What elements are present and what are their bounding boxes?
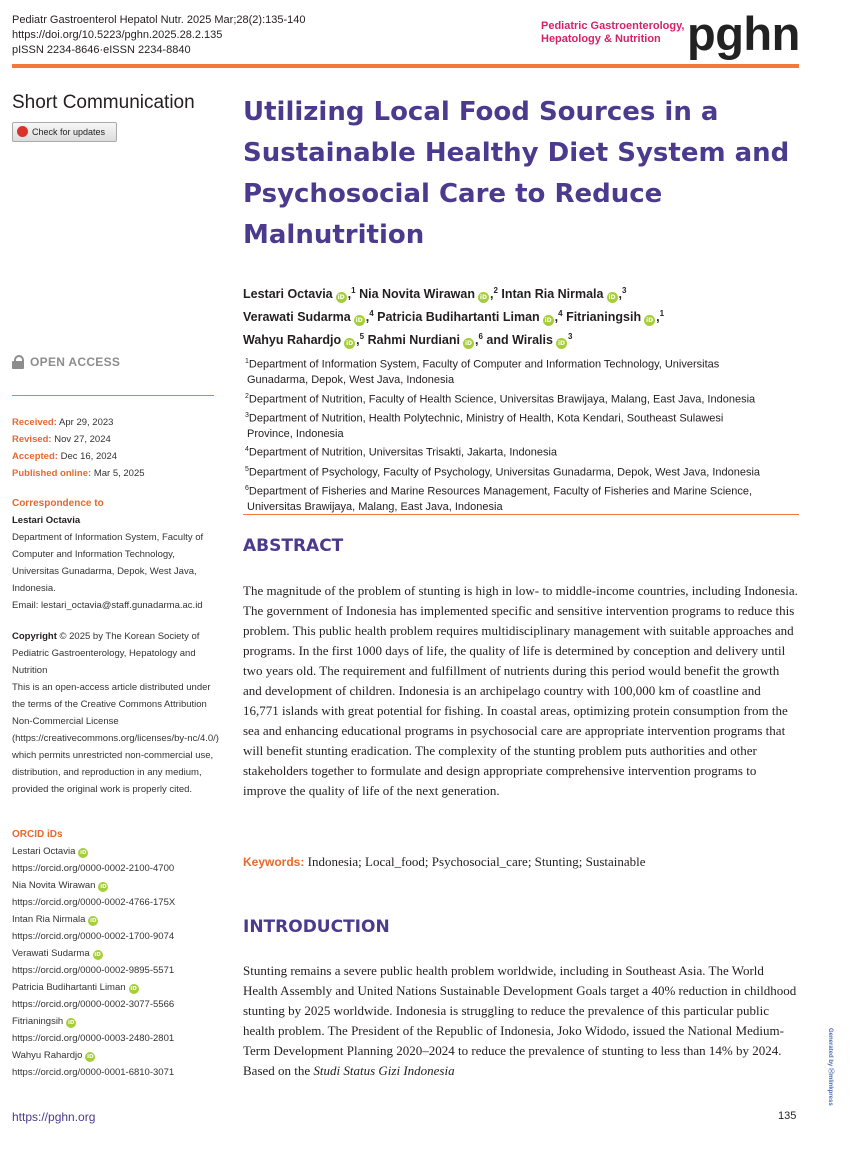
date-received xyxy=(12,414,227,431)
affiliation-item xyxy=(243,408,803,427)
article-title: Utilizing Local Food Sources in a Sustainable Healthy Diet System and Psychosocial Care to Reduce Malnutrition xyxy=(243,97,790,250)
license-statement: This is an open-access article distributed under the terms of the Creative Commons Attribution Non-Commercial License (https://creativecommons.org/licenses/by-nc/4.0/) which permits unrestricted non-commercial use, distribution, and reproduction in any medium, provided the original work is properly cited. xyxy=(12,682,219,795)
journal-url-link[interactable]: https://pghn.org xyxy=(12,1110,96,1124)
author-name: Verawati Sudarma xyxy=(243,310,351,325)
orcid-author-name xyxy=(12,1013,227,1030)
journal-logo: pghn xyxy=(687,7,800,60)
copyright-label: Copyright xyxy=(12,631,57,642)
orcid-author-name xyxy=(12,1047,227,1064)
orcid-name: Intan Ria Nirmala xyxy=(12,914,86,925)
author-affil-sup: 5 xyxy=(359,332,365,342)
journal-brand-name xyxy=(541,20,684,46)
orcid-url[interactable]: https://orcid.org/0000-0001-6810-3071 xyxy=(12,1067,175,1078)
introduction-heading: INTRODUCTION xyxy=(243,917,390,937)
affiliation-divider xyxy=(243,514,799,515)
author-name: Intan Ria Nirmala xyxy=(501,287,604,302)
affiliation-num: 4 xyxy=(245,446,249,454)
author-line-2: Verawati Sudarma iD ,$^4$ Patricia Budihartanti Liman iD ,$^4$ Fitrianingsih iD ,$^1$ xyxy=(243,309,665,325)
copyright-statement xyxy=(12,628,224,679)
keywords-line xyxy=(243,854,799,870)
keywords-label: Keywords: xyxy=(243,855,305,869)
article-dates xyxy=(12,414,227,482)
author-name: Lestari Octavia xyxy=(243,287,333,302)
orcid-url[interactable]: https://orcid.org/0000-0002-4766-175X xyxy=(12,897,176,908)
affiliation-text: Department of Nutrition, Universitas Trisakti, Jakarta, Indonesia xyxy=(248,447,558,460)
affiliation-text: Department of Information System, Faculty of Computer and Information Technology, Universitas xyxy=(248,358,720,371)
orcid-name: Lestari Octavia xyxy=(12,846,76,857)
date-label: Revised: xyxy=(12,434,52,445)
orcid-name: Verawati Sudarma xyxy=(12,948,90,959)
orcid-author-name xyxy=(12,945,227,962)
introduction-paragraph: Stunting remains a severe public health problem worldwide, including in Southeast Asia. The World Health Assembly and United Nations Sustainable Development Goals target a 40% reduction in childhood stunting by 2025 worldwide. Indonesia is struggling to reduce the prevalence of this particular public health problem. The President of the Republic of Indonesia, Joko Widodo, issued the National Medium-Term Development Planning 2020–2024 to reduce the prevalence of stunting to less than 14% by 2024. Based on the xyxy=(243,963,797,1078)
orcid-url[interactable]: https://orcid.org/0000-0002-9895-5571 xyxy=(12,965,175,976)
author-affil-sup: 3 xyxy=(567,332,573,342)
affiliation-num: 3 xyxy=(245,411,249,419)
author-list xyxy=(243,281,803,350)
orcid-name: Wahyu Rahardjo xyxy=(12,1050,83,1061)
correspondence-heading: Correspondence to xyxy=(12,498,104,509)
orcid-url[interactable]: https://orcid.org/0000-0002-3077-5566 xyxy=(12,999,175,1010)
date-revised xyxy=(12,431,227,448)
date-published xyxy=(12,465,227,482)
abstract-heading: ABSTRACT xyxy=(243,536,344,556)
orcid-icon: iD xyxy=(130,986,137,992)
orcid-icon[interactable]: iD xyxy=(646,317,654,325)
page-number: 135 xyxy=(778,1110,797,1122)
check-for-updates-label: Check for updates xyxy=(32,127,106,137)
orcid-icon: iD xyxy=(100,884,107,890)
date-label: Accepted: xyxy=(12,451,58,462)
date-accepted xyxy=(12,448,227,465)
issn-line: pISSN 2234-8646·eISSN 2234-8840 xyxy=(12,44,191,56)
introduction-text xyxy=(243,961,799,1081)
author-affil-sup: 4 xyxy=(369,309,374,319)
orcid-icon: iD xyxy=(87,1054,94,1060)
orcid-name: Patricia Budihartanti Liman xyxy=(12,982,126,993)
open-access-label: OPEN ACCESS xyxy=(30,355,121,369)
author-name: Wahyu Rahardjo xyxy=(243,333,342,348)
author-name: Rahmi Nurdiani xyxy=(367,333,460,348)
citation-line: Pediatr Gastroenterol Hepatol Nutr. 2025 Mar;28(2):135-140 xyxy=(12,14,306,26)
doi-link[interactable]: https://doi.org/10.5223/pghn.2025.28.2.135 xyxy=(12,29,223,41)
author-line-3: Wahyu Rahardjo iD ,$^5$ Rahmi Nurdiani iD ,$^6$ and Wiralis $iD^3$ xyxy=(243,332,573,348)
author-affil-sup: 3 xyxy=(621,286,627,295)
date-label: Received: xyxy=(12,417,57,428)
affiliation-list xyxy=(243,354,803,515)
orcid-author-name xyxy=(12,843,227,860)
orcid-name: Nia Novita Wirawan xyxy=(12,880,96,891)
author-affil-sup: 6 xyxy=(478,332,483,342)
orcid-icon[interactable]: iD xyxy=(608,294,616,302)
author-affil-sup: 1 xyxy=(659,309,665,319)
header-divider xyxy=(12,64,799,68)
orcid-author-name xyxy=(12,979,227,996)
crossmark-icon xyxy=(17,126,28,137)
generator-note: Generated by Ⓧmlinkpress xyxy=(827,1028,833,1106)
open-lock-icon xyxy=(12,355,24,368)
introduction-italic: Studi Status Gizi Indonesia xyxy=(313,1063,455,1078)
orcid-heading: ORCID iDs xyxy=(12,829,63,840)
orcid-icon[interactable]: iD xyxy=(544,317,552,325)
sidebar-divider xyxy=(12,395,214,396)
author-affil-sup: 1 xyxy=(351,286,356,295)
affiliation-item xyxy=(243,462,803,481)
abstract-text: The magnitude of the problem of stunting is high in low- to middle-income countries, including Indonesia. The government of Indonesia has implemented specific and sensitive intervention programs to reduce this problem. This public health problem requires multidisciplinary management with suitable approaches and programs. In the first 1000 days of life, the quality of life is determined by conception and delivery until two years old. The requirement and fulfillment of nutrients during this period would benefit the growth and development of children. Indonesia is an archipelago country with 100,000 km of coastline and 16,771 islands with great potential for fishing. In coastal areas, optimizing protein consumption from the sea and enhancing educational programs in psychosocial care are appropriate intervention programs that will benefit stunting eradication. The complexity of the stunting problem puts authorities and other stakeholders together to formulate and design appropriate comprehensive intervention programs to improve the quality of life of the next generation. xyxy=(243,583,798,798)
correspondence-address: Department of Information System, Faculty of Computer and Information Technology, Universitas Gunadarma, Depok, West Java, Indonesia. xyxy=(12,532,204,594)
brand-line-1: Pediatric Gastroenterology, xyxy=(541,20,685,32)
author-line-1: Lestari Octavia iD ,$^1$ Nia Novita Wirawan iD ,$^2$ Intan Ria Nirmala iD ,$^3$ xyxy=(243,286,627,302)
correspondence-name xyxy=(12,512,212,529)
journal-header xyxy=(12,13,306,58)
orcid-icon: iD xyxy=(90,918,97,924)
affiliation-continuation: Province, Indonesia xyxy=(247,427,344,440)
copyright-block xyxy=(12,628,224,798)
orcid-author-name xyxy=(12,911,227,928)
affiliation-continuation: Gunadarma, Depok, West Java, Indonesia xyxy=(247,374,455,387)
date-value: Apr 29, 2023 xyxy=(59,417,114,428)
orcid-url[interactable]: https://orcid.org/0000-0002-1700-9074 xyxy=(12,931,175,942)
affiliation-item xyxy=(243,442,803,461)
correspondence-block xyxy=(12,495,212,614)
article-type: Short Communication xyxy=(12,92,195,113)
affiliation-text: Department of Psychology, Faculty of Psychology, Universitas Gunadarma, Depok, West Java, Indonesia xyxy=(248,466,761,479)
orcid-url[interactable]: https://orcid.org/0000-0002-2100-4700 xyxy=(12,863,175,874)
orcid-icon[interactable]: iD xyxy=(479,294,487,302)
affiliation-item xyxy=(243,481,803,500)
author-affil-sup: 2 xyxy=(493,286,498,295)
author-affil-sup: 4 xyxy=(558,309,563,319)
correspondence-name-text: Lestari Octavia xyxy=(12,515,81,526)
affiliation-text: Department of Fisheries and Marine Resources Management, Faculty of Fisheries and Marine Science, xyxy=(248,485,753,498)
orcid-name: Fitrianingsih xyxy=(12,1016,64,1027)
affiliation-text: Department of Nutrition, Faculty of Health Science, Universitas Brawijaya, Malang, East Java, Indonesia xyxy=(248,393,756,406)
date-value: Dec 16, 2024 xyxy=(60,451,118,462)
orcid-icon[interactable]: iD xyxy=(346,340,354,348)
affiliation-text: Department of Nutrition, Health Polytechnic, Ministry of Health, Kota Kendari, Southeast Sulawesi xyxy=(248,412,724,425)
affiliation-num: 6 xyxy=(245,484,249,492)
affiliation-num: 2 xyxy=(245,392,249,400)
date-label: Published online: xyxy=(12,468,92,479)
orcid-icon[interactable]: iD xyxy=(557,340,565,348)
correspondence-email[interactable]: Email: lestari_octavia@staff.gunadarma.ac.id xyxy=(12,600,203,611)
affiliation-num: 5 xyxy=(245,465,249,473)
orcid-icon[interactable]: iD xyxy=(464,340,472,348)
orcid-icon[interactable]: iD xyxy=(355,317,363,325)
keywords-list: Indonesia; Local_food; Psychosocial_care; Stunting; Sustainable xyxy=(307,854,646,869)
affiliation-num: 1 xyxy=(245,358,249,365)
orcid-author-name xyxy=(12,877,227,894)
author-name: Wiralis xyxy=(512,333,553,348)
check-for-updates-button[interactable] xyxy=(12,122,117,142)
copyright-text: © 2025 by The Korean Society of Pediatric Gastroenterology, Hepatology and Nutrition xyxy=(12,631,200,676)
orcid-icon: iD xyxy=(67,1020,75,1026)
affiliation-continuation: Universitas Brawijaya, Malang, East Java, Indonesia xyxy=(247,500,503,513)
date-value: Mar 5, 2025 xyxy=(93,468,145,479)
open-access-badge xyxy=(12,355,120,369)
orcid-icon: iD xyxy=(94,952,101,958)
date-value: Nov 27, 2024 xyxy=(54,434,111,445)
affiliation-item xyxy=(243,389,803,408)
author-name: Nia Novita Wirawan xyxy=(359,287,475,302)
affiliation-item xyxy=(243,354,803,373)
orcid-block xyxy=(12,826,227,1081)
brand-line-2: Hepatology & Nutrition xyxy=(541,33,661,45)
orcid-icon[interactable]: iD xyxy=(337,294,345,302)
orcid-icon: iD xyxy=(80,850,87,856)
author-name: Fitrianingsih xyxy=(566,310,642,325)
author-name: Patricia Budihartanti Liman xyxy=(377,310,540,325)
orcid-url[interactable]: https://orcid.org/0000-0003-2480-2801 xyxy=(12,1033,175,1044)
